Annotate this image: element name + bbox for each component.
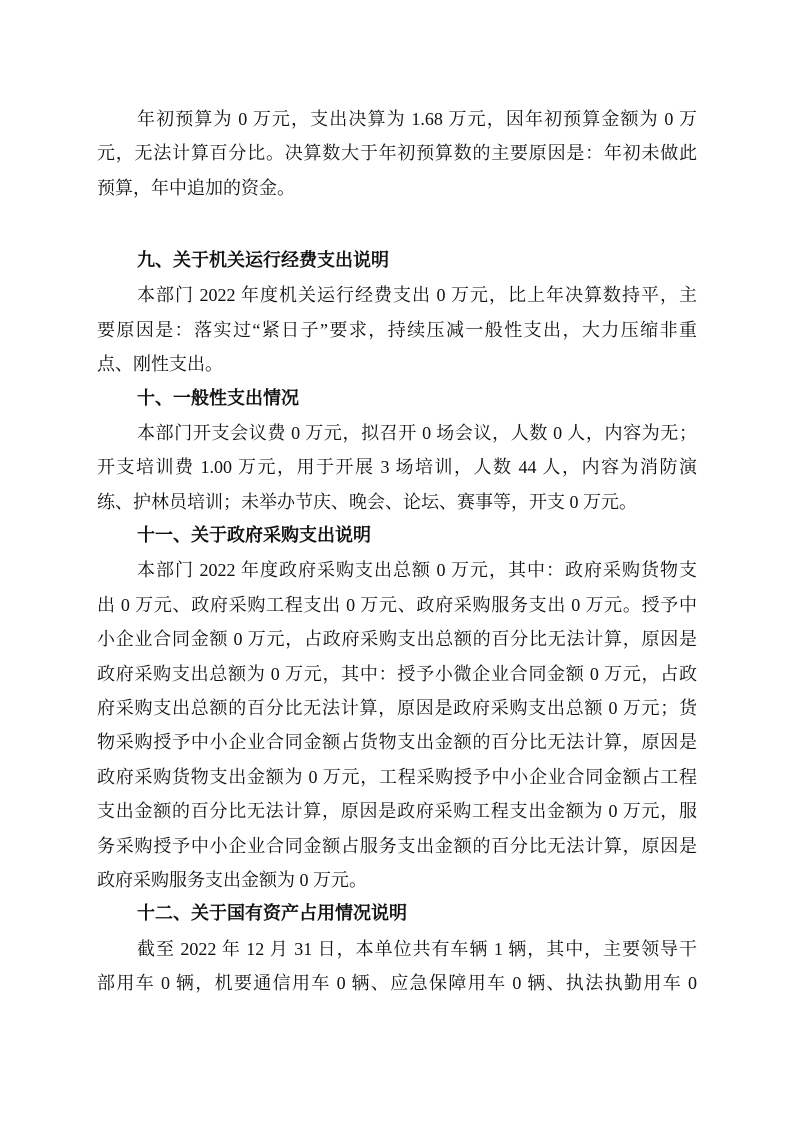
section-heading: 十二、关于国有资产占用情况说明 <box>137 903 407 925</box>
blank-line <box>97 205 697 244</box>
text-line: 物采购授予中小企业合同金额占货物支出金额的百分比无法计算，原因是 <box>97 732 697 753</box>
text-line: 点、刚性支出。 <box>97 354 223 375</box>
section-heading: 九、关于机关运行经费支出说明 <box>137 249 389 271</box>
text-line: 府采购支出总额的百分比无法计算，原因是政府采购支出总额 0 万元；货 <box>97 698 697 719</box>
text-line: 年初预算为 0 万元，支出决算为 1.68 万元，因年初预算金额为 0 万 <box>137 109 697 129</box>
section-12 <box>97 897 697 1000</box>
section-10 <box>97 382 697 520</box>
text-line: 截至 2022 年 12 月 31 日，本单位共有车辆 1 辆，其中，主要领导干 <box>137 938 697 959</box>
text-line: 支出金额的百分比无法计算，原因是政府采购工程支出金额为 0 万元，服 <box>97 801 697 822</box>
text-line: 预算，年中追加的资金。 <box>97 177 295 198</box>
text-line: 政府采购服务支出金额为 0 万元。 <box>97 870 367 890</box>
text-line: 元，无法计算百分比。决算数大于年初预算数的主要原因是：年初未做此 <box>97 143 697 164</box>
text-line: 部用车 0 辆，机要通信用车 0 辆、应急保障用车 0 辆、执法执勤用车 0 <box>97 973 697 994</box>
section-heading: 十一、关于政府采购支出说明 <box>137 525 371 547</box>
text-line: 政府采购支出总额为 0 万元，其中：授予小微企业合同金额 0 万元，占政 <box>97 663 697 684</box>
text-line: 小企业合同金额 0 万元，占政府采购支出总额的百分比无法计算，原因是 <box>97 629 697 650</box>
section-9 <box>97 244 697 382</box>
section-11 <box>97 519 697 897</box>
text-line: 本部门 2022 年度政府采购支出总额 0 万元，其中：政府采购货物支 <box>137 560 697 581</box>
text-line: 出 0 万元、政府采购工程支出 0 万元、政府采购服务支出 0 万元。授予中 <box>97 594 697 615</box>
document-body <box>97 102 697 1001</box>
text-line: 开支培训费 1.00 万元，用于开展 3 场培训，人数 44 人，内容为消防演 <box>97 457 697 478</box>
text-line: 要原因是：落实过“紧日子”要求，持续压减一般性支出，大力压缩非重 <box>97 319 697 340</box>
text-line: 务采购授予中小企业合同金额占服务支出金额的百分比无法计算，原因是 <box>97 835 697 856</box>
text-line: 本部门 2022 年度机关运行经费支出 0 万元，比上年决算数持平，主 <box>137 285 697 306</box>
text-line: 本部门开支会议费 0 万元，拟召开 0 场会议，人数 0 人，内容为无； <box>137 422 697 443</box>
section-heading: 十、一般性支出情况 <box>137 387 299 409</box>
text-line: 政府采购货物支出金额为 0 万元，工程采购授予中小企业合同金额占工程 <box>97 766 697 787</box>
paragraph-budget-note <box>97 102 697 205</box>
text-line: 练、护林员培训；未举办节庆、晚会、论坛、赛事等，开支 0 万元。 <box>97 491 637 512</box>
